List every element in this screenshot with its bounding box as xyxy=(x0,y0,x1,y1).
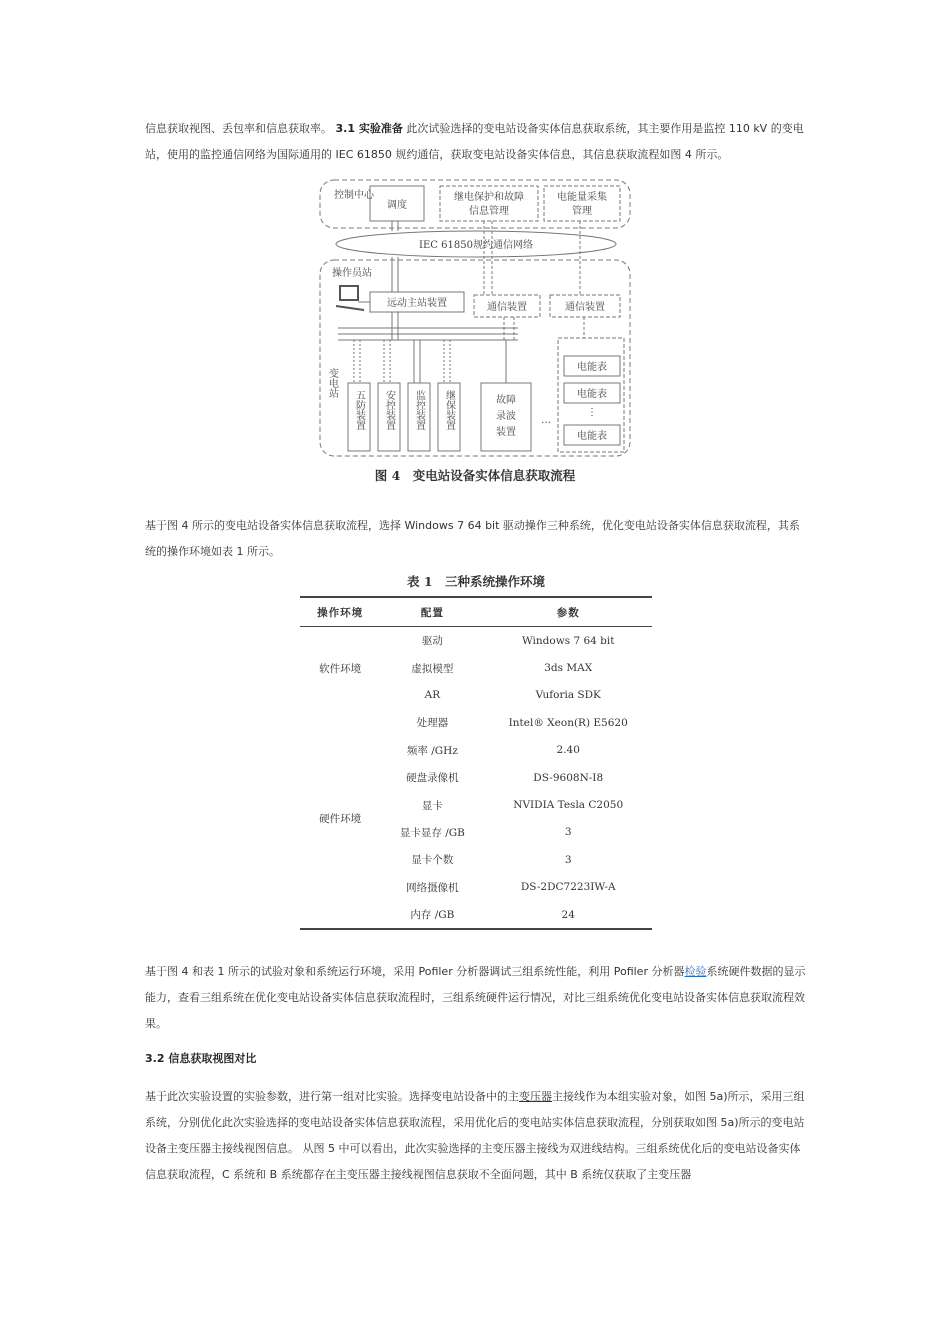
paragraph-2: 基于图 4 所示的变电站设备实体信息获取流程，选择 Windows 7 64 bit 驱动操作三种系统，优化变电站设备实体信息获取流程，其系统的操作环境如表 1 所示。 xyxy=(145,519,800,558)
table-cell-config: AR xyxy=(424,689,441,702)
p3-text-a: 基于图 4 和表 1 所示的试验对象和系统运行环境，采用 Pofiler 分析器调试三组系统性能，利用 Pofiler 分析器 xyxy=(145,965,685,978)
table-cell-param: DS-2DC7223IW-A xyxy=(520,881,616,894)
table-cell-param: NVIDIA Tesla C2050 xyxy=(513,799,624,812)
figure-4-diagram xyxy=(318,178,634,460)
table-1-title: 表 1 三种系统操作环境 xyxy=(406,574,546,589)
fig4-relay-mgmt-2: 信息管理 xyxy=(469,206,509,217)
table-cell-config: 显卡 xyxy=(421,799,443,812)
table-row xyxy=(300,627,652,655)
paragraph-1 xyxy=(145,116,808,168)
fig4-fault-recorder-3: 装置 xyxy=(496,427,516,438)
fig4-fault-recorder-1: 故障 xyxy=(496,395,516,406)
fig4-meter-1: 电能表 xyxy=(577,362,607,373)
table-cell-param: 3 xyxy=(564,826,572,839)
table-cell-config: 内存 /GB xyxy=(410,909,455,922)
table-cell-param: 2.40 xyxy=(556,744,580,757)
table-cell-config: 显卡个数 xyxy=(411,854,454,867)
p1-text-a: 信息获取视图、丢包率和信息获取率。 xyxy=(145,122,332,135)
table-row xyxy=(300,709,652,736)
fig4-vdots: ⋮ xyxy=(587,407,597,418)
fig4-relay-mgmt-1: 继电保护和故障 xyxy=(454,192,524,203)
section-3-2-heading: 3.2 信息获取视图对比 xyxy=(145,1052,257,1065)
table-header-config: 配置 xyxy=(380,597,484,627)
paragraph-3 xyxy=(145,959,808,1037)
fig4-comm-device-1: 通信装置 xyxy=(487,302,527,313)
fig4-dispatch: 调度 xyxy=(387,200,407,211)
p4-text-a: 基于此次实验设置的实验参数，进行第一组对比实验。选择变电站设备中的主 xyxy=(145,1090,519,1103)
p3-text-b: 系统硬件数据的显示能力，查看三组系统在优化变电站设备实体信息获取流程时，三组系统硬件运行情况，对比三组系统优化变电站设备实体信息获取流程效果。 xyxy=(145,965,806,1030)
p4-text-b: 主接线作为本组实验对象，如图 5a)所示，采用三组系统，分别优化此次实验选择的变电站设备实体信息获取流程，采用优化后的变电站实体信息获取流程，分别获取如图 5a)所示的变电站设备主变压器主接线视图信息。 从图 5 中可以看出，此次实验选择的主变压器主接线为双进线结构。三组系统优化后的变电站设备实体信息获取流程，C 系统和 B 系统都存在主变压器主接线视图信息获取不全面问题，其中 B 系统仅获取了主变压器 xyxy=(145,1090,805,1181)
table-cell-config: 驱动 xyxy=(421,635,443,648)
inspect-link[interactable]: 检验 xyxy=(684,965,707,978)
table-1 xyxy=(300,596,652,930)
fig4-control-center-label: 控制中心 xyxy=(334,190,374,201)
table-header-param: 参数 xyxy=(484,597,652,627)
fig4-ellipsis: … xyxy=(541,415,551,426)
fig4-master-station: 远动主站装置 xyxy=(387,298,447,309)
fig4-comm-device-2: 通信装置 xyxy=(565,302,605,313)
table-cell-config: 硬盘录像机 xyxy=(406,772,459,785)
table-cell-config: 处理器 xyxy=(416,717,449,730)
table-cell-param: Windows 7 64 bit xyxy=(521,634,615,647)
table-cell-param: DS-9608N-I8 xyxy=(533,771,604,784)
fig4-energy-mgmt-2: 管理 xyxy=(572,206,592,217)
table-header-env: 操作环境 xyxy=(300,597,380,627)
table-cell-param: 3ds MAX xyxy=(544,662,593,675)
section-3-1-heading: 3.1 实验准备 xyxy=(335,122,403,135)
table-cell-param: 24 xyxy=(561,908,575,921)
fig4-meter-2: 电能表 xyxy=(577,389,607,400)
table-cell-config: 网络摄像机 xyxy=(406,881,459,894)
table-cell-param: Intel® Xeon(R) E5620 xyxy=(508,716,628,729)
table-cell-param: Vuforia SDK xyxy=(535,689,601,702)
fig4-operator-station: 操作员站 xyxy=(332,268,372,279)
p1-text-b: 此次试验选择的变电站设备实体信息获取系统，其主要作用是监控 110 kV 的变电站，使用的监控通信网络为国际通用的 IEC 61850 规约通信，获取变电站设备实体信息，其信息获取流程如图 4 所示。 xyxy=(145,122,804,161)
table-cell-config: 虚拟模型 xyxy=(411,662,454,675)
paragraph-4 xyxy=(145,1084,808,1188)
table-group-software: 软件环境 xyxy=(319,662,362,675)
fig4-five-prevention: 五防装置 xyxy=(353,390,365,430)
fig4-security-control: 安控装置 xyxy=(383,390,395,430)
fig4-substation-label: 变电站 xyxy=(326,368,338,398)
figure-4-caption: 图 4 变电站设备实体信息获取流程 xyxy=(374,468,576,483)
fig4-monitoring: 监控装置 xyxy=(413,390,425,430)
fig4-fault-recorder-2: 录波 xyxy=(496,411,516,422)
fig4-relay-protection: 继保装置 xyxy=(443,390,455,430)
fig4-energy-mgmt-1: 电能量采集 xyxy=(557,192,607,203)
table-cell-param: 3 xyxy=(564,853,572,866)
fig4-meter-3: 电能表 xyxy=(577,431,607,442)
fig4-network-label: IEC 61850规约通信网络 xyxy=(419,240,533,251)
table-cell-config: 显卡显存 /GB xyxy=(399,826,465,839)
table-header-row xyxy=(300,597,652,627)
table-group-hardware: 硬件环境 xyxy=(319,813,362,826)
transformer-term: 变压器 xyxy=(519,1090,552,1103)
table-cell-config: 频率 /GHz xyxy=(406,744,458,757)
